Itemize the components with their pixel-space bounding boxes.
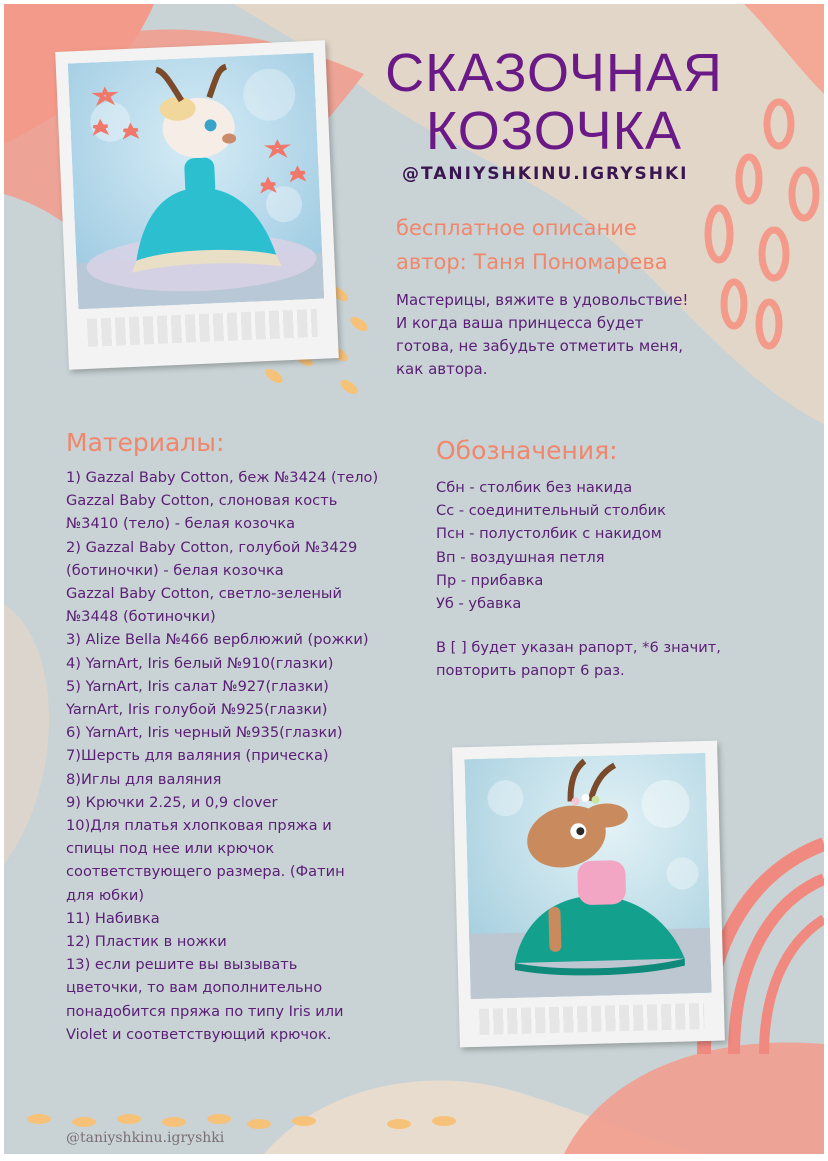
legend-item: Сс - соединительный столбик: [436, 502, 666, 520]
materials-line: соответствующего размера. (Фатин: [66, 863, 345, 881]
materials-line: для юбки): [66, 886, 145, 904]
materials-list: [66, 466, 378, 1046]
materials-line: 5) YarnArt, Iris салат №927(глазки): [66, 677, 329, 695]
bg-pink-arch-right-3: [764, 919, 824, 1054]
legend-note-line: повторить рапорт 6 раз.: [436, 662, 625, 680]
materials-line: 11) Набивка: [66, 909, 160, 927]
materials-line: понадобится пряжа по типу Iris или: [66, 1002, 344, 1020]
legend-item: Пр - прибавка: [436, 571, 544, 589]
subtitle-line-2: автор: Таня Пономарева: [396, 250, 668, 274]
title-line-1: СКАЗОЧНАЯ: [385, 43, 723, 103]
materials-line: 4) YarnArt, Iris белый №910(глазки): [66, 654, 334, 672]
materials-line: (ботиночки) - белая козочка: [66, 561, 284, 579]
materials-line: 2) Gazzal Baby Cotton, голубой №3429: [66, 538, 358, 556]
materials-line: Gazzal Baby Cotton, светло-зеленый: [66, 585, 342, 603]
subtitle: [396, 213, 668, 277]
materials-line: спицы под нее или крючок: [66, 840, 275, 858]
author-handle: @TANIYSHKINU.IGRYSHKI: [402, 164, 689, 184]
legend-note: [436, 636, 721, 682]
bg-coral-bottom-right: [564, 1042, 824, 1154]
recipe-page: [4, 4, 824, 1154]
top-polaroid: [55, 40, 339, 369]
goat-green-dress-illustration: [464, 753, 711, 999]
legend-note-line: В [ ] будет указан рапорт, *6 значит,: [436, 639, 721, 656]
materials-line: 13) если решите вы вызывать: [66, 956, 298, 974]
materials-line: 6) YarnArt, Iris черный №935(глазки): [66, 724, 343, 742]
subtitle-line-1: бесплатное описание: [396, 216, 637, 240]
materials-line: Gazzal Baby Cotton, слоновая кость: [66, 492, 338, 510]
materials-line: №3410 (тело) - белая козочка: [66, 515, 296, 533]
materials-line: цветочки, то вам дополнительно: [66, 979, 323, 997]
polaroid-film-strip: [87, 309, 318, 347]
goat-doll-green-photo: [464, 753, 711, 999]
footer-handle: @taniyshkinu.igryshki: [66, 1130, 225, 1146]
legend-item: Уб - убавка: [436, 595, 522, 613]
materials-line: 9) Крючки 2.25, и 0,9 clover: [66, 793, 278, 811]
materials-line: YarnArt, Iris голубой №925(глазки): [66, 701, 328, 719]
intro-line: готова, не забудьте отметить меня,: [396, 337, 684, 355]
intro-line: И когда ваша принцесса будет: [396, 314, 644, 332]
materials-line: 8)Иглы для валяния: [66, 770, 222, 788]
goat-blue-dress-illustration: [68, 53, 324, 309]
legend-item: Сбн - столбик без накида: [436, 479, 633, 496]
legend-list: [436, 476, 666, 615]
intro-line: Мастерицы, вяжите в удовольствие!: [396, 291, 689, 309]
materials-line: 12) Пластик в ножки: [66, 933, 227, 951]
materials-line: 10)Для платья хлопковая пряжа и: [66, 817, 332, 835]
materials-line: 3) Alize Bella №466 верблюжий (рожки): [66, 631, 369, 649]
bottom-polaroid: [452, 741, 725, 1048]
bg-beige-left: [4, 604, 49, 864]
legend-heading: Обозначения:: [436, 436, 618, 465]
title-line-2: КОЗОЧКА: [425, 101, 683, 161]
materials-heading: Материалы:: [66, 428, 225, 457]
polaroid-film-strip: [479, 1003, 705, 1035]
intro-text: [396, 289, 688, 381]
goat-doll-blue-photo: [68, 53, 324, 309]
materials-line: 7)Шерсть для валяния (прическа): [66, 747, 329, 765]
intro-line: как автора.: [396, 360, 488, 378]
materials-line: 1) Gazzal Baby Cotton, беж №3424 (тело): [66, 469, 379, 486]
page-title: [374, 43, 734, 161]
legend-item: Псн - полустолбик с накидом: [436, 525, 662, 543]
materials-line: Violet и соответствующий крючок.: [66, 1025, 332, 1043]
legend-item: Вп - воздушная петля: [436, 548, 605, 566]
materials-line: №3448 (ботиночки): [66, 608, 216, 626]
